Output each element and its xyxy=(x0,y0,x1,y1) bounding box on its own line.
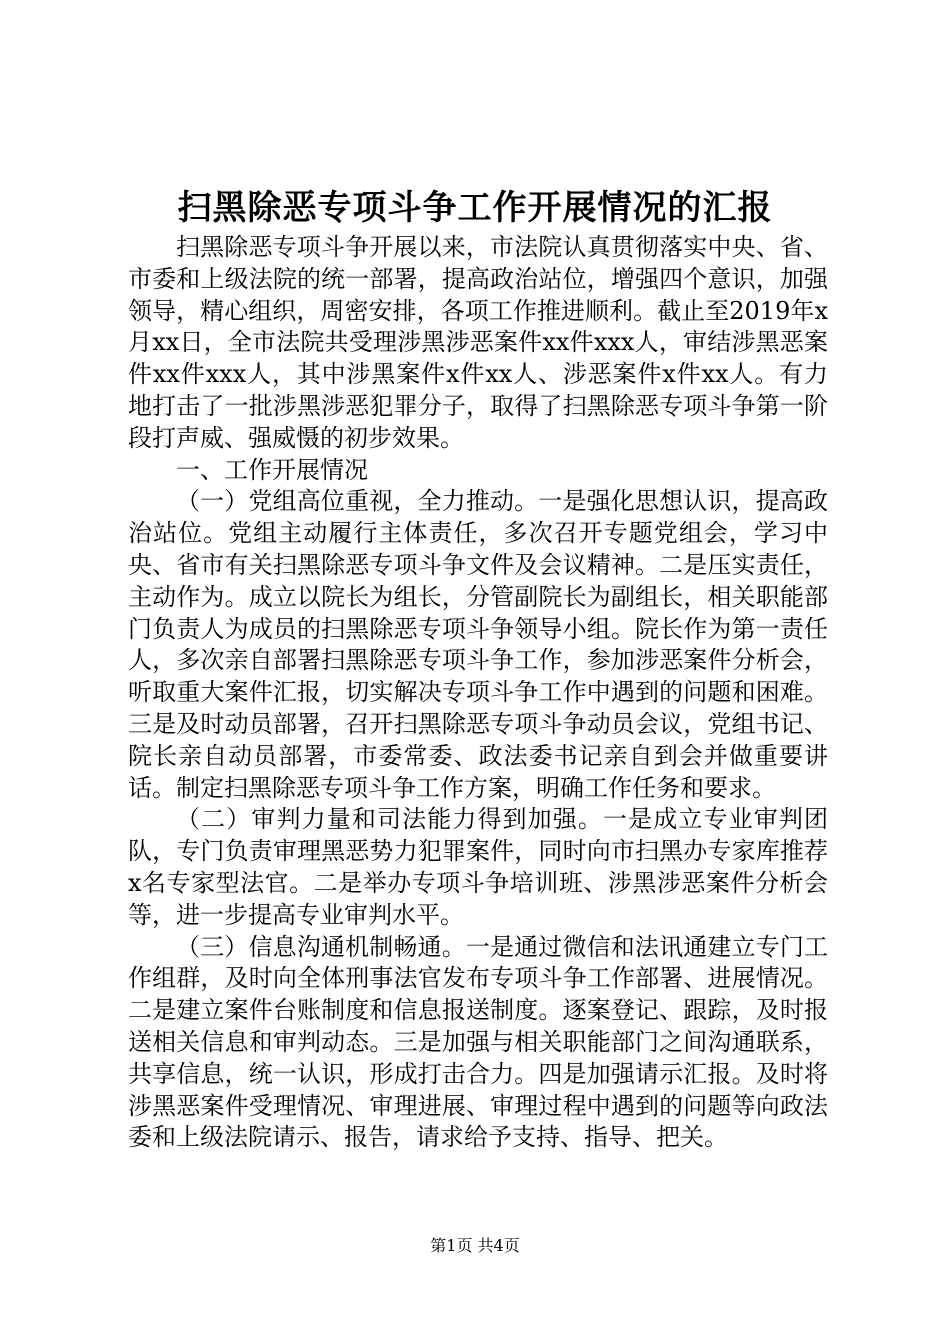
section-paragraph-1: （一）党组高位重视，全力推动。一是强化思想认识，提高政治站位。党组主动履行主体责任，多次召开专题党组会，学习中央、省市有关扫黑除恶专项斗争文件及会议精神。二是压实责任，主动作为。成立以院长为组长，分管副院长为副组长，相关职能部门负责人为成员的扫黑除恶专项斗争领导小组。院长作为第一责任人，多次亲自部署扫黑除恶专项斗争工作，参加涉恶案件分析会，听取重大案件汇报，切实解决专项斗争工作中遇到的问题和困难。三是及时动员部署，召开扫黑除恶专项斗争动员会议，党组书记、院长亲自动员部署，市委常委、政法委书记亲自到会并做重要讲话。制定扫黑除恶专项斗争工作方案，明确工作任务和要求。 xyxy=(128,487,828,802)
intro-paragraph: 扫黑除恶专项斗争开展以来，市法院认真贯彻落实中央、省、市委和上级法院的统一部署，提高政治站位，增强四个意识，加强领导，精心组织，周密安排，各项工作推进顺利。截止至2019年x月xx日，全市法院共受理涉黑涉恶案件xx件xxx人，审结涉黑恶案件xx件xxx人，其中涉黑案件x件xx人、涉恶案件x件xx人。有力地打击了一批涉黑涉恶犯罪分子，取得了扫黑除恶专项斗争第一阶段打声威、强威慑的初步效果。 xyxy=(128,233,828,452)
section-heading: 一、工作开展情况 xyxy=(176,455,368,484)
document-title: 扫黑除恶专项斗争工作开展情况的汇报 xyxy=(177,188,773,228)
page-footer: 第1页 共4页 xyxy=(430,1236,520,1255)
section-paragraph-2: （二）审判力量和司法能力得到加强。一是成立专业审判团队，专门负责审理黑恶势力犯罪案件，同时向市扫黑办专家库推荐x名专家型法官。二是举办专项斗争培训班、涉黑涉恶案件分析会等，进一步提高专业审判水平。 xyxy=(128,805,828,929)
document-body xyxy=(128,232,828,1154)
section-paragraph-3: （三）信息沟通机制畅通。一是通过微信和法讯通建立专门工作组群，及时向全体刑事法官发布专项斗争工作部署、进展情况。二是建立案件台账制度和信息报送制度。逐案登记、跟踪，及时报送相关信息和审判动态。三是加强与相关职能部门之间沟通联系，共享信息，统一认识，形成打击合力。四是加强请示汇报。及时将涉黑恶案件受理情况、审理进展、审理过程中遇到的问题等向政法委和上级法院请示、报告，请求给予支持、指导、把关。 xyxy=(128,932,828,1152)
